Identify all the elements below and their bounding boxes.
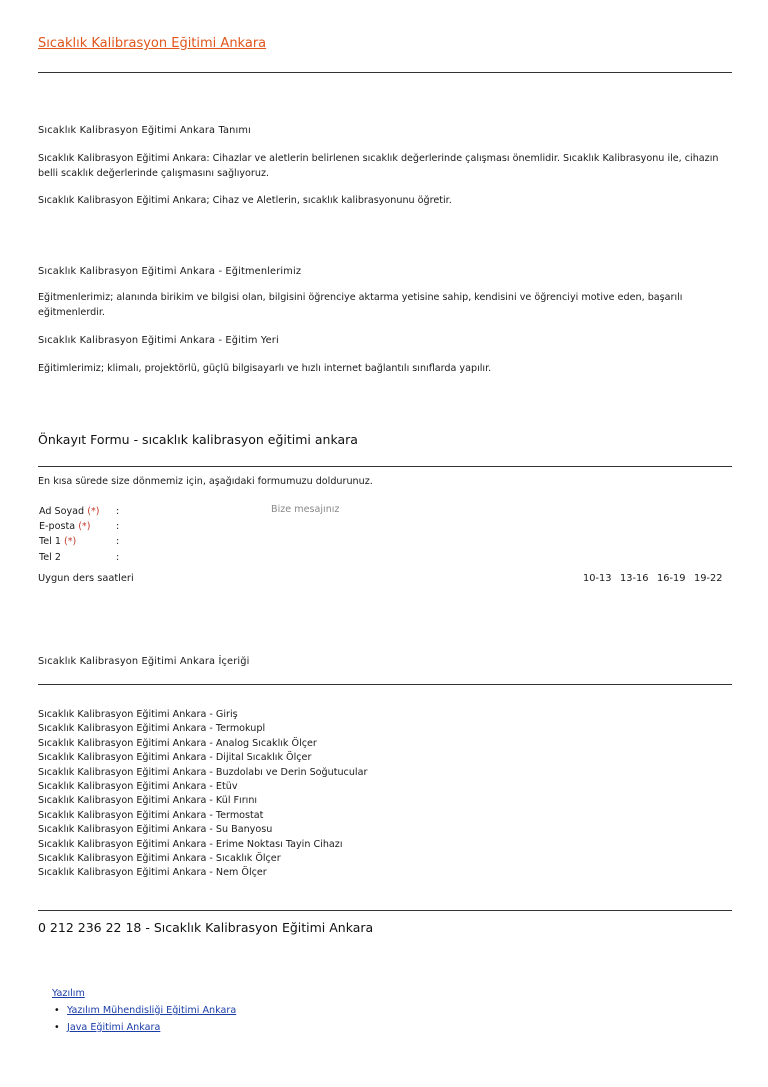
list-item: Sıcaklık Kalibrasyon Eğitimi Ankara - Termokupl — [38, 723, 266, 735]
trainers-heading: Sıcaklık Kalibrasyon Eğitimi Ankara - Eğitmenlerimiz — [38, 266, 302, 277]
footer-link-yazilim-muhendisligi[interactable]: Yazılım Mühendisliği Eğitimi Ankara — [67, 1005, 237, 1016]
contents-list — [38, 708, 367, 881]
list-item — [52, 1019, 236, 1036]
hours-label: Uygun ders saatleri — [38, 573, 134, 584]
trainers-paragraph: Eğitmenlerimiz; alanında birikim ve bilgisi olan, bilgisini öğrenciye aktarma yetisine sahip, kendisini ve öğrenciyi motive eden, başarılı eğitmenlerdir. — [38, 292, 683, 318]
definition-heading: Sıcaklık Kalibrasyon Eğitimi Ankara Tanımı — [38, 125, 251, 136]
list-item: Sıcaklık Kalibrasyon Eğitimi Ankara - Analog Sıcaklık Ölçer — [38, 737, 317, 749]
hour-option-13-16[interactable]: 13-16 — [620, 573, 649, 584]
list-item — [52, 1002, 236, 1019]
tel2-label: Tel 2 — [39, 552, 61, 563]
contents-heading: Sıcaklık Kalibrasyon Eğitimi Ankara İçeriği — [38, 656, 250, 667]
list-item: Sıcaklık Kalibrasyon Eğitimi Ankara - Dijital Sıcaklık Ölçer — [38, 752, 312, 764]
tel1-label: Tel 1 (*) — [39, 536, 77, 547]
name-label: Ad Soyad (*) — [39, 506, 100, 517]
list-item: Sıcaklık Kalibrasyon Eğitimi Ankara - Termostat — [38, 809, 264, 821]
footer-link-java[interactable]: Java Eğitimi Ankara — [67, 1022, 161, 1033]
divider — [38, 910, 732, 911]
list-item: Sıcaklık Kalibrasyon Eğitimi Ankara - Giriş — [38, 709, 238, 720]
definition-paragraph-2: Sıcaklık Kalibrasyon Eğitimi Ankara; Cihaz ve Aletlerin, sıcaklık kalibrasyonunu öğretir. — [38, 195, 452, 206]
tel1-field[interactable]: Tel 1 (*) : — [39, 536, 120, 547]
list-item: Sıcaklık Kalibrasyon Eğitimi Ankara - Erime Noktası Tayin Cihazı — [38, 838, 343, 850]
list-item: Sıcaklık Kalibrasyon Eğitimi Ankara - Buzdolabı ve Derin Soğutucular — [38, 766, 368, 778]
footer-links — [52, 985, 236, 1036]
list-item: Sıcaklık Kalibrasyon Eğitimi Ankara - Nem Ölçer — [38, 867, 267, 879]
divider — [38, 466, 732, 467]
divider — [38, 72, 732, 73]
list-item: Sıcaklık Kalibrasyon Eğitimi Ankara - Etüv — [38, 781, 238, 793]
footer-link-yazilim[interactable]: Yazılım — [52, 988, 85, 999]
hour-option-10-13[interactable]: 10-13 — [583, 573, 612, 584]
form-heading: Önkayıt Formu - sıcaklık kalibrasyon eğitimi ankara — [38, 432, 358, 447]
list-item: Sıcaklık Kalibrasyon Eğitimi Ankara - Sıcaklık Ölçer — [38, 853, 281, 865]
email-label: E-posta (*) — [39, 521, 91, 532]
tel2-field[interactable]: Tel 2 : — [39, 552, 120, 563]
venue-paragraph: Eğitimlerimiz; klimalı, projektörlü, güçlü bilgisayarlı ve hızlı internet bağlantılı sınıflarda yapılır. — [38, 363, 492, 374]
name-field[interactable]: Ad Soyad (*) : — [39, 506, 120, 517]
form-intro: En kısa sürede size dönmemiz için, aşağıdaki formumuzu doldurunuz. — [38, 476, 373, 487]
contact-line: 0 212 236 22 18 - Sıcaklık Kalibrasyon Eğitimi Ankara — [38, 920, 374, 935]
hour-option-19-22[interactable]: 19-22 — [694, 573, 723, 584]
definition-paragraph-1: Sıcaklık Kalibrasyon Eğitimi Ankara: Cihazlar ve aletlerin belirlenen sıcaklık değerlerinde çalışması önemlidir. Sıcaklık Kalibrasyonu ile, cihazın belli scaklık değerlerinde çalışmasını sağlıyoruz. — [38, 153, 719, 179]
email-field[interactable]: E-posta (*) : — [39, 521, 120, 532]
message-textarea[interactable]: Bize mesajınız — [271, 504, 340, 515]
venue-heading: Sıcaklık Kalibrasyon Eğitimi Ankara - Eğitim Yeri — [38, 335, 279, 346]
list-item: Sıcaklık Kalibrasyon Eğitimi Ankara - Kül Fırını — [38, 795, 258, 807]
page-title-link[interactable]: Sıcaklık Kalibrasyon Eğitimi Ankara — [38, 36, 267, 51]
hour-option-16-19[interactable]: 16-19 — [657, 573, 686, 584]
list-item: Sıcaklık Kalibrasyon Eğitimi Ankara - Su Banyosu — [38, 824, 273, 836]
divider — [38, 684, 732, 685]
bullet-icon: • — [54, 1022, 60, 1033]
bullet-icon: • — [54, 1005, 60, 1016]
